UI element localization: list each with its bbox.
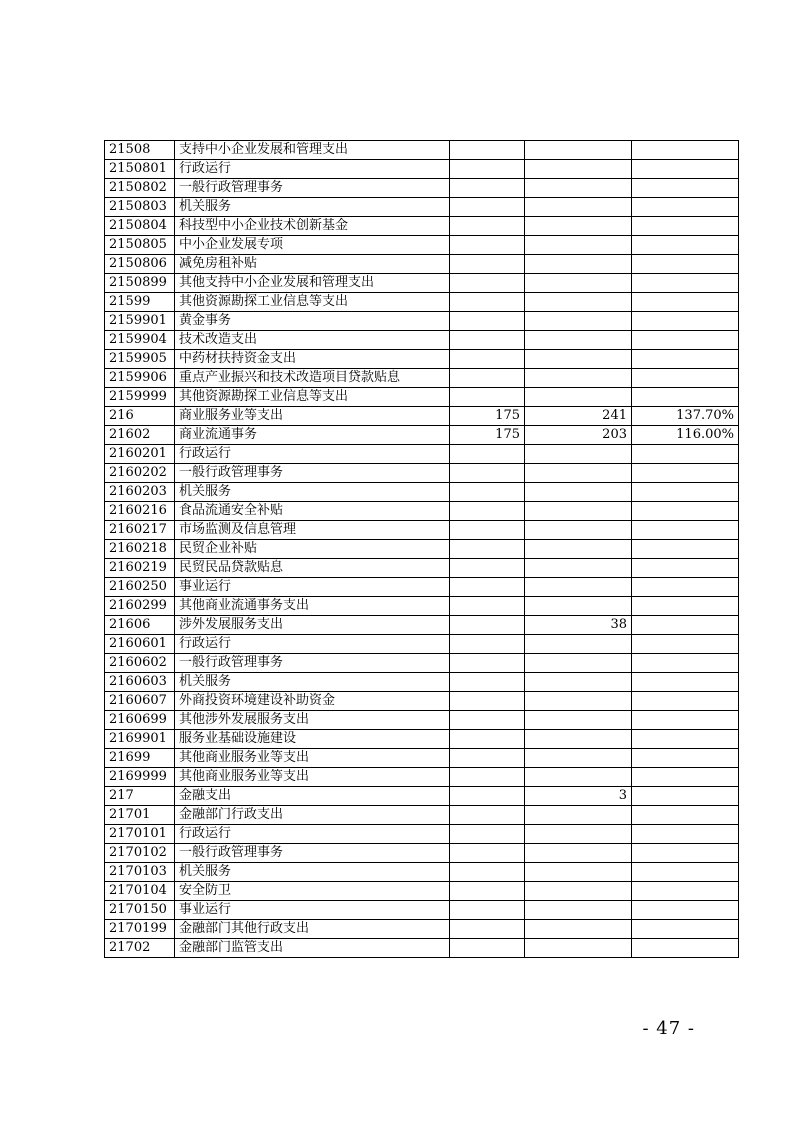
- row-name-cell: 事业运行: [175, 901, 450, 920]
- row-value-2-cell: [525, 141, 632, 160]
- row-code-cell: 2160299: [105, 597, 175, 616]
- row-value-3-cell: [632, 274, 739, 293]
- row-value-1-cell: [450, 236, 525, 255]
- table-row: [105, 863, 739, 882]
- row-code-cell: 2150899: [105, 274, 175, 293]
- row-name-cell: 机关服务: [175, 198, 450, 217]
- row-value-2-cell: 38: [525, 616, 632, 635]
- row-code-cell: 2170104: [105, 882, 175, 901]
- row-value-2-cell: [525, 882, 632, 901]
- row-value-3-cell: [632, 141, 739, 160]
- row-code-cell: 21699: [105, 749, 175, 768]
- table-row: [105, 388, 739, 407]
- row-value-3-cell: [632, 236, 739, 255]
- row-name-cell: 金融部门行政支出: [175, 806, 450, 825]
- row-value-2-cell: [525, 768, 632, 787]
- table-row: [105, 540, 739, 559]
- table-row: [105, 350, 739, 369]
- row-value-2-cell: [525, 863, 632, 882]
- row-value-1-cell: [450, 331, 525, 350]
- row-code-cell: 2150806: [105, 255, 175, 274]
- row-value-1-cell: [450, 597, 525, 616]
- row-value-1-cell: [450, 711, 525, 730]
- table-row: [105, 749, 739, 768]
- row-value-3-cell: [632, 483, 739, 502]
- row-name-cell: 行政运行: [175, 160, 450, 179]
- row-value-1-cell: [450, 160, 525, 179]
- row-code-cell: 2160699: [105, 711, 175, 730]
- row-value-3-cell: [632, 768, 739, 787]
- row-code-cell: 217: [105, 787, 175, 806]
- budget-table: [104, 140, 739, 958]
- row-name-cell: 减免房租补贴: [175, 255, 450, 274]
- row-code-cell: 2169999: [105, 768, 175, 787]
- row-value-3-cell: [632, 559, 739, 578]
- table-row: [105, 635, 739, 654]
- row-code-cell: 2170102: [105, 844, 175, 863]
- row-name-cell: 其他资源勘探工业信息等支出: [175, 293, 450, 312]
- table-row: [105, 939, 739, 958]
- row-value-1-cell: [450, 464, 525, 483]
- row-name-cell: 支持中小企业发展和管理支出: [175, 141, 450, 160]
- row-value-2-cell: [525, 692, 632, 711]
- row-value-3-cell: [632, 730, 739, 749]
- row-value-2-cell: [525, 578, 632, 597]
- row-value-1-cell: [450, 198, 525, 217]
- row-value-2-cell: [525, 331, 632, 350]
- row-value-1-cell: [450, 768, 525, 787]
- row-value-2-cell: [525, 312, 632, 331]
- row-name-cell: 服务业基础设施建设: [175, 730, 450, 749]
- row-value-3-cell: [632, 844, 739, 863]
- row-value-1-cell: [450, 141, 525, 160]
- table-row: [105, 806, 739, 825]
- row-value-2-cell: [525, 521, 632, 540]
- row-value-3-cell: 116.00%: [632, 426, 739, 445]
- row-value-2-cell: [525, 540, 632, 559]
- row-name-cell: 机关服务: [175, 863, 450, 882]
- row-value-1-cell: [450, 844, 525, 863]
- row-value-2-cell: [525, 502, 632, 521]
- row-value-1-cell: 175: [450, 407, 525, 426]
- row-value-1-cell: [450, 179, 525, 198]
- row-code-cell: 2160250: [105, 578, 175, 597]
- table-row: [105, 521, 739, 540]
- page-number: - 47 -: [642, 1018, 695, 1039]
- row-value-3-cell: [632, 616, 739, 635]
- row-value-3-cell: [632, 578, 739, 597]
- row-value-3-cell: [632, 673, 739, 692]
- row-value-2-cell: [525, 369, 632, 388]
- row-code-cell: 21606: [105, 616, 175, 635]
- table-row: [105, 597, 739, 616]
- row-code-cell: 21702: [105, 939, 175, 958]
- row-value-1-cell: [450, 673, 525, 692]
- row-code-cell: 2150804: [105, 217, 175, 236]
- row-value-2-cell: [525, 920, 632, 939]
- row-value-3-cell: [632, 635, 739, 654]
- table-row: [105, 730, 739, 749]
- row-value-2-cell: [525, 635, 632, 654]
- table-row: [105, 464, 739, 483]
- row-code-cell: 2160601: [105, 635, 175, 654]
- row-code-cell: 216: [105, 407, 175, 426]
- row-name-cell: 其他涉外发展服务支出: [175, 711, 450, 730]
- table-row: [105, 483, 739, 502]
- row-code-cell: 2170103: [105, 863, 175, 882]
- row-value-1-cell: [450, 901, 525, 920]
- row-name-cell: 金融部门其他行政支出: [175, 920, 450, 939]
- row-value-3-cell: 137.70%: [632, 407, 739, 426]
- row-value-2-cell: [525, 293, 632, 312]
- table-row: [105, 711, 739, 730]
- table-row: [105, 141, 739, 160]
- row-value-3-cell: [632, 198, 739, 217]
- row-code-cell: 2160201: [105, 445, 175, 464]
- row-name-cell: 其他商业服务业等支出: [175, 749, 450, 768]
- row-value-2-cell: [525, 160, 632, 179]
- row-value-2-cell: [525, 445, 632, 464]
- row-value-3-cell: [632, 312, 739, 331]
- row-name-cell: 中药材扶持资金支出: [175, 350, 450, 369]
- row-value-3-cell: [632, 711, 739, 730]
- row-name-cell: 食品流通安全补贴: [175, 502, 450, 521]
- row-value-2-cell: [525, 388, 632, 407]
- table-row: [105, 198, 739, 217]
- row-code-cell: 21599: [105, 293, 175, 312]
- row-value-3-cell: [632, 350, 739, 369]
- row-name-cell: 黄金事务: [175, 312, 450, 331]
- row-name-cell: 金融支出: [175, 787, 450, 806]
- table-row: [105, 559, 739, 578]
- row-value-1-cell: [450, 920, 525, 939]
- row-code-cell: 2159901: [105, 312, 175, 331]
- row-value-2-cell: [525, 255, 632, 274]
- table-row: [105, 901, 739, 920]
- row-value-3-cell: [632, 502, 739, 521]
- table-row: [105, 407, 739, 426]
- row-code-cell: 2150805: [105, 236, 175, 255]
- row-value-2-cell: [525, 654, 632, 673]
- row-name-cell: 事业运行: [175, 578, 450, 597]
- row-value-2-cell: [525, 939, 632, 958]
- row-value-1-cell: [450, 825, 525, 844]
- table-row: [105, 768, 739, 787]
- table-row: [105, 369, 739, 388]
- table-row: [105, 293, 739, 312]
- table-row: [105, 255, 739, 274]
- row-value-1-cell: 175: [450, 426, 525, 445]
- row-code-cell: 2169901: [105, 730, 175, 749]
- row-value-3-cell: [632, 806, 739, 825]
- row-value-1-cell: [450, 578, 525, 597]
- row-value-1-cell: [450, 635, 525, 654]
- table-row: [105, 844, 739, 863]
- row-value-3-cell: [632, 825, 739, 844]
- row-value-1-cell: [450, 749, 525, 768]
- row-value-3-cell: [632, 388, 739, 407]
- row-code-cell: 2160603: [105, 673, 175, 692]
- row-value-2-cell: [525, 483, 632, 502]
- row-value-1-cell: [450, 863, 525, 882]
- row-code-cell: 21701: [105, 806, 175, 825]
- row-value-1-cell: [450, 540, 525, 559]
- table-row: [105, 312, 739, 331]
- row-value-1-cell: [450, 654, 525, 673]
- table-row: [105, 787, 739, 806]
- row-value-3-cell: [632, 160, 739, 179]
- row-value-1-cell: [450, 350, 525, 369]
- table-row: [105, 217, 739, 236]
- row-name-cell: 商业服务业等支出: [175, 407, 450, 426]
- row-value-2-cell: [525, 274, 632, 293]
- row-name-cell: 科技型中小企业技术创新基金: [175, 217, 450, 236]
- row-code-cell: 2170150: [105, 901, 175, 920]
- row-code-cell: 2160602: [105, 654, 175, 673]
- row-value-2-cell: 3: [525, 787, 632, 806]
- row-name-cell: 其他支持中小企业发展和管理支出: [175, 274, 450, 293]
- row-name-cell: 一般行政管理事务: [175, 844, 450, 863]
- row-code-cell: 21602: [105, 426, 175, 445]
- row-value-3-cell: [632, 255, 739, 274]
- row-value-3-cell: [632, 369, 739, 388]
- row-value-2-cell: [525, 749, 632, 768]
- row-value-3-cell: [632, 749, 739, 768]
- row-value-2-cell: [525, 559, 632, 578]
- budget-table-body: [105, 141, 739, 958]
- row-value-2-cell: [525, 198, 632, 217]
- row-code-cell: 2160219: [105, 559, 175, 578]
- row-name-cell: 其他商业服务业等支出: [175, 768, 450, 787]
- table-row: [105, 616, 739, 635]
- row-name-cell: 其他商业流通事务支出: [175, 597, 450, 616]
- row-value-1-cell: [450, 559, 525, 578]
- row-value-2-cell: [525, 673, 632, 692]
- table-row: [105, 673, 739, 692]
- row-name-cell: 机关服务: [175, 673, 450, 692]
- table-row: [105, 502, 739, 521]
- row-name-cell: 其他资源勘探工业信息等支出: [175, 388, 450, 407]
- row-value-3-cell: [632, 654, 739, 673]
- row-value-2-cell: [525, 464, 632, 483]
- table-row: [105, 160, 739, 179]
- row-value-1-cell: [450, 388, 525, 407]
- row-code-cell: 2150802: [105, 179, 175, 198]
- row-name-cell: 市场监测及信息管理: [175, 521, 450, 540]
- row-value-3-cell: [632, 882, 739, 901]
- row-value-1-cell: [450, 521, 525, 540]
- row-value-2-cell: 203: [525, 426, 632, 445]
- table-row: [105, 331, 739, 350]
- row-name-cell: 一般行政管理事务: [175, 179, 450, 198]
- row-code-cell: 2159999: [105, 388, 175, 407]
- row-value-2-cell: [525, 217, 632, 236]
- row-name-cell: 技术改造支出: [175, 331, 450, 350]
- row-code-cell: 2160218: [105, 540, 175, 559]
- row-value-2-cell: [525, 901, 632, 920]
- row-value-1-cell: [450, 730, 525, 749]
- row-value-3-cell: [632, 179, 739, 198]
- row-value-3-cell: [632, 939, 739, 958]
- row-value-1-cell: [450, 274, 525, 293]
- row-code-cell: 2160217: [105, 521, 175, 540]
- row-value-2-cell: [525, 350, 632, 369]
- row-value-3-cell: [632, 692, 739, 711]
- row-value-1-cell: [450, 217, 525, 236]
- row-value-2-cell: [525, 825, 632, 844]
- row-code-cell: 2170199: [105, 920, 175, 939]
- row-value-3-cell: [632, 521, 739, 540]
- row-value-3-cell: [632, 331, 739, 350]
- row-code-cell: 2159906: [105, 369, 175, 388]
- table-row: [105, 445, 739, 464]
- row-value-3-cell: [632, 293, 739, 312]
- table-row: [105, 882, 739, 901]
- row-name-cell: 重点产业振兴和技术改造项目贷款贴息: [175, 369, 450, 388]
- row-code-cell: 2150803: [105, 198, 175, 217]
- row-code-cell: 2150801: [105, 160, 175, 179]
- row-code-cell: 21508: [105, 141, 175, 160]
- row-code-cell: 2159905: [105, 350, 175, 369]
- row-value-1-cell: [450, 616, 525, 635]
- row-name-cell: 安全防卫: [175, 882, 450, 901]
- table-row: [105, 654, 739, 673]
- row-value-2-cell: [525, 236, 632, 255]
- row-value-3-cell: [632, 920, 739, 939]
- row-value-1-cell: [450, 882, 525, 901]
- row-value-2-cell: [525, 179, 632, 198]
- row-value-1-cell: [450, 939, 525, 958]
- row-value-2-cell: [525, 844, 632, 863]
- row-value-1-cell: [450, 692, 525, 711]
- table-row: [105, 578, 739, 597]
- table-row: [105, 692, 739, 711]
- row-name-cell: 一般行政管理事务: [175, 654, 450, 673]
- row-value-3-cell: [632, 540, 739, 559]
- row-value-3-cell: [632, 217, 739, 236]
- row-name-cell: 中小企业发展专项: [175, 236, 450, 255]
- row-value-1-cell: [450, 445, 525, 464]
- table-row: [105, 920, 739, 939]
- row-code-cell: 2160202: [105, 464, 175, 483]
- row-value-3-cell: [632, 901, 739, 920]
- table-row: [105, 236, 739, 255]
- row-name-cell: 机关服务: [175, 483, 450, 502]
- row-name-cell: 民贸民品贷款贴息: [175, 559, 450, 578]
- row-code-cell: 2160216: [105, 502, 175, 521]
- row-value-1-cell: [450, 369, 525, 388]
- row-value-1-cell: [450, 483, 525, 502]
- row-value-3-cell: [632, 863, 739, 882]
- row-name-cell: 商业流通事务: [175, 426, 450, 445]
- row-value-1-cell: [450, 806, 525, 825]
- table-row: [105, 426, 739, 445]
- row-name-cell: 行政运行: [175, 825, 450, 844]
- row-code-cell: 2159904: [105, 331, 175, 350]
- row-value-1-cell: [450, 502, 525, 521]
- row-value-2-cell: [525, 730, 632, 749]
- row-name-cell: 行政运行: [175, 445, 450, 464]
- row-value-1-cell: [450, 255, 525, 274]
- row-value-1-cell: [450, 293, 525, 312]
- row-name-cell: 民贸企业补贴: [175, 540, 450, 559]
- row-value-3-cell: [632, 464, 739, 483]
- row-code-cell: 2170101: [105, 825, 175, 844]
- row-value-2-cell: [525, 597, 632, 616]
- table-row: [105, 825, 739, 844]
- row-code-cell: 2160203: [105, 483, 175, 502]
- table-row: [105, 179, 739, 198]
- row-value-3-cell: [632, 445, 739, 464]
- row-value-3-cell: [632, 787, 739, 806]
- row-name-cell: 外商投资环境建设补助资金: [175, 692, 450, 711]
- row-value-3-cell: [632, 597, 739, 616]
- row-value-1-cell: [450, 312, 525, 331]
- table-row: [105, 274, 739, 293]
- row-value-2-cell: [525, 711, 632, 730]
- row-value-1-cell: [450, 787, 525, 806]
- row-value-2-cell: [525, 806, 632, 825]
- row-name-cell: 金融部门监管支出: [175, 939, 450, 958]
- row-value-2-cell: 241: [525, 407, 632, 426]
- row-code-cell: 2160607: [105, 692, 175, 711]
- row-name-cell: 涉外发展服务支出: [175, 616, 450, 635]
- row-name-cell: 一般行政管理事务: [175, 464, 450, 483]
- row-name-cell: 行政运行: [175, 635, 450, 654]
